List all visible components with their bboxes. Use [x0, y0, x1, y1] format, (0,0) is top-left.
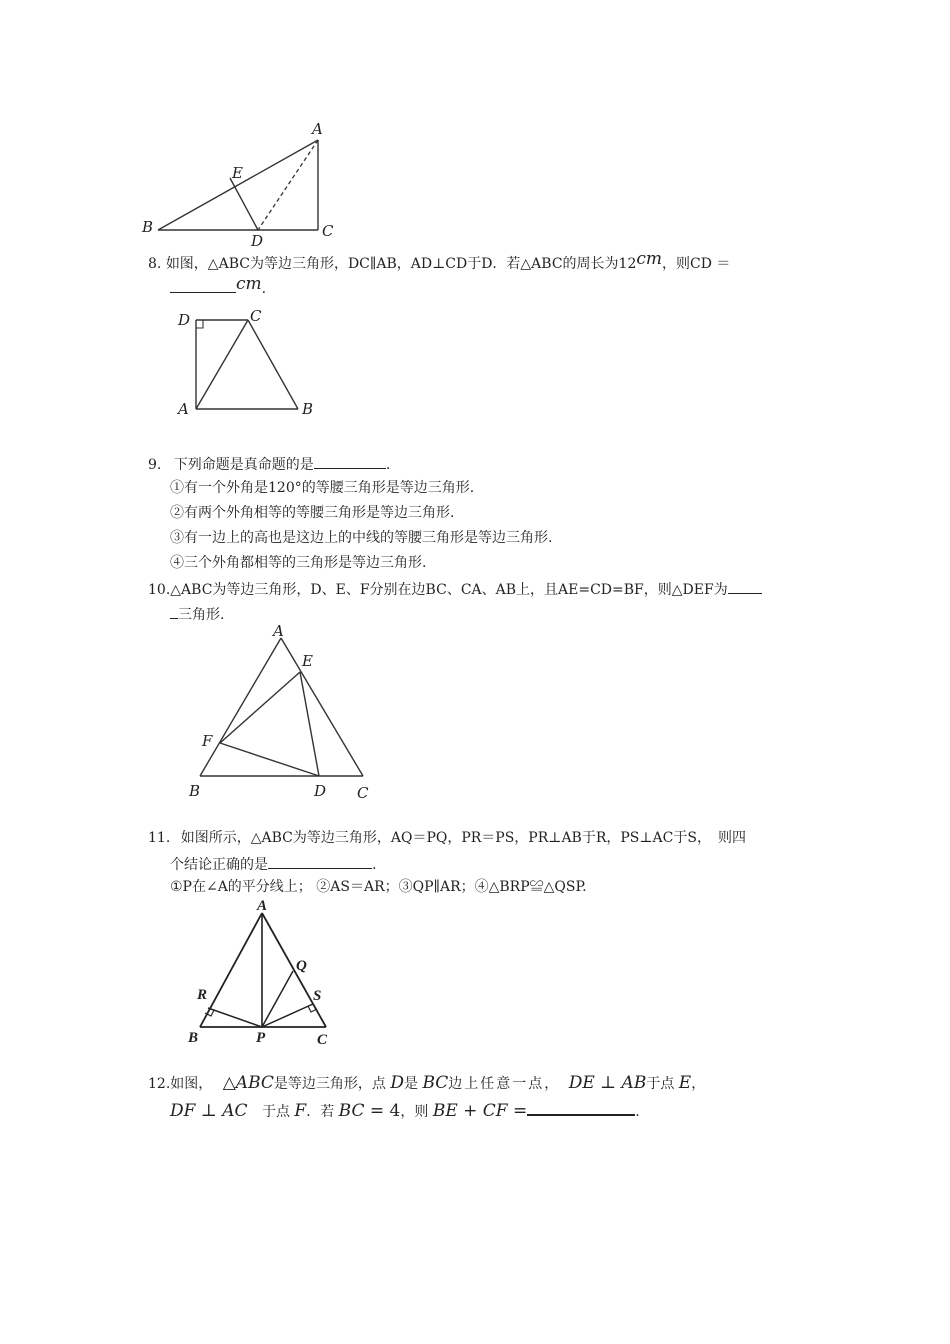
q10-number: 10. [148, 582, 171, 598]
label-E: E [302, 652, 313, 670]
q12-m4: DE ⊥ AB [568, 1073, 647, 1093]
label-C: C [317, 1032, 328, 1048]
q11-text: 如图所示，△ABC为等边三角形，AQ＝PQ，PR＝PS，PR⊥AB于R，PS⊥AC于S， 则四 [180, 830, 746, 846]
q12-t6: ， [691, 1076, 706, 1092]
label-A: A [178, 400, 189, 418]
segment-PS [262, 1004, 313, 1027]
q8-answer-blank[interactable] [170, 278, 236, 293]
segment-FE [220, 672, 300, 743]
segment-BA [158, 140, 318, 230]
q11-options: ①P在∠A的平分线上； ②AS＝AR；③QP∥AR；④△BRP≌△QSP. [170, 879, 587, 895]
segment-AC [196, 320, 248, 409]
q11-number: 11. [148, 830, 171, 846]
q9-option-1: ①有一个外角是120°的等腰三角形是等边三角形. [170, 480, 475, 496]
q10-answer-blank-a[interactable] [728, 579, 762, 594]
q12-m1: △ABC [222, 1073, 274, 1093]
q12-m7: F [294, 1101, 307, 1121]
q12-t8: ．若 [306, 1104, 335, 1120]
q9-option-2: ②有两个外角相等的等腰三角形是等边三角形. [170, 505, 455, 521]
q12-m2: D [390, 1073, 404, 1093]
q8-unit1: cm [636, 249, 663, 269]
q12-end: . [635, 1104, 640, 1120]
label-E: E [232, 164, 243, 182]
label-C: C [357, 784, 369, 802]
q8-text2: ，则CD ＝ [662, 256, 731, 272]
q8-line1 [148, 249, 731, 273]
q10-text2: 三角形. [178, 607, 225, 623]
figure-q11 [180, 896, 350, 1051]
q8-line2 [170, 274, 267, 298]
q9-number: 9. [148, 457, 162, 473]
q12-m9b: = [507, 1101, 528, 1121]
q9-text: 下列命题是真命题的是 [173, 457, 314, 473]
q10-answer-blank-b[interactable] [170, 604, 178, 619]
q12-line2 [170, 1100, 640, 1121]
segment-AC [281, 638, 363, 776]
q11-end: . [372, 857, 377, 873]
q8-end: . [261, 281, 267, 297]
label-B: B [142, 218, 154, 236]
q9-answer-blank[interactable] [314, 454, 386, 469]
q8-text1: 如图，△ABC为等边三角形，DC∥AB，AD⊥CD于D．若△ABC的周长为12 [165, 256, 637, 272]
label-A: A [312, 120, 323, 138]
segment-CB [248, 320, 298, 409]
segment-AD-dashed [258, 140, 318, 230]
label-Q: Q [296, 958, 307, 974]
q12-t7: 于点 [261, 1104, 290, 1120]
q12-m9: BE + CF [432, 1101, 508, 1121]
q12-line1 [148, 1074, 705, 1093]
label-A: A [257, 898, 268, 914]
q9-end: . [385, 457, 391, 473]
figure-q10 [185, 622, 380, 804]
segment-AB [200, 638, 281, 776]
q12-m8b: = 4 [364, 1101, 401, 1121]
q8-unit2: cm [236, 274, 262, 294]
figure-q8 [172, 305, 322, 420]
label-R: R [197, 987, 208, 1003]
q8-number: 8. [148, 256, 162, 272]
q9-line1 [148, 454, 390, 474]
segment-PR [208, 1008, 262, 1027]
label-B: B [189, 782, 201, 800]
q12-t4: 边上任意一点， [448, 1076, 561, 1092]
segment-ED [230, 178, 258, 230]
segment-ED [300, 672, 319, 776]
q11-text2: 个结论正确的是 [170, 857, 268, 873]
q10-text: △ABC为等边三角形，D、E、F分别在边BC、CA、AB上，且AE=CD=BF，则△DEF为 [170, 582, 728, 598]
label-A: A [273, 622, 284, 640]
label-P: P [256, 1030, 266, 1046]
q10-line2 [170, 604, 224, 624]
segment-PQ [262, 971, 293, 1027]
label-S: S [313, 988, 322, 1004]
label-D: D [314, 782, 327, 800]
q12-m3: BC [422, 1073, 449, 1093]
segment-AB [200, 913, 262, 1027]
figure-q7 [140, 118, 340, 253]
label-C: C [250, 307, 262, 325]
q12-t2: 是等边三角形，点 [273, 1076, 386, 1092]
q11-line2 [170, 854, 376, 874]
q9-option-4: ④三个外角都相等的三角形是等边三角形. [170, 555, 427, 571]
label-C: C [322, 222, 334, 240]
q12-t1: 如图， [170, 1076, 213, 1092]
q12-answer-blank[interactable] [527, 1100, 635, 1116]
right-angle-mark [196, 320, 203, 328]
label-F: F [202, 732, 213, 750]
q12-m8: BC [338, 1101, 365, 1121]
label-B: B [302, 400, 314, 418]
label-D: D [251, 232, 264, 250]
q12-m6: DF ⊥ AC [170, 1101, 248, 1121]
label-B: B [188, 1030, 199, 1046]
segment-FD [220, 743, 319, 776]
label-D: D [178, 311, 191, 329]
q12-t9: ，则 [400, 1104, 429, 1120]
q12-t3: 是 [403, 1076, 418, 1092]
q12-number: 12. [148, 1076, 171, 1092]
q11-answer-blank[interactable] [268, 854, 372, 869]
q10-line1 [148, 579, 762, 599]
q12-t5: 于点 [646, 1076, 675, 1092]
q11-line1 [148, 829, 746, 847]
q12-m5: E [678, 1073, 692, 1093]
q9-option-3: ③有一边上的高也是这边上的中线的等腰三角形是等边三角形. [170, 530, 553, 546]
